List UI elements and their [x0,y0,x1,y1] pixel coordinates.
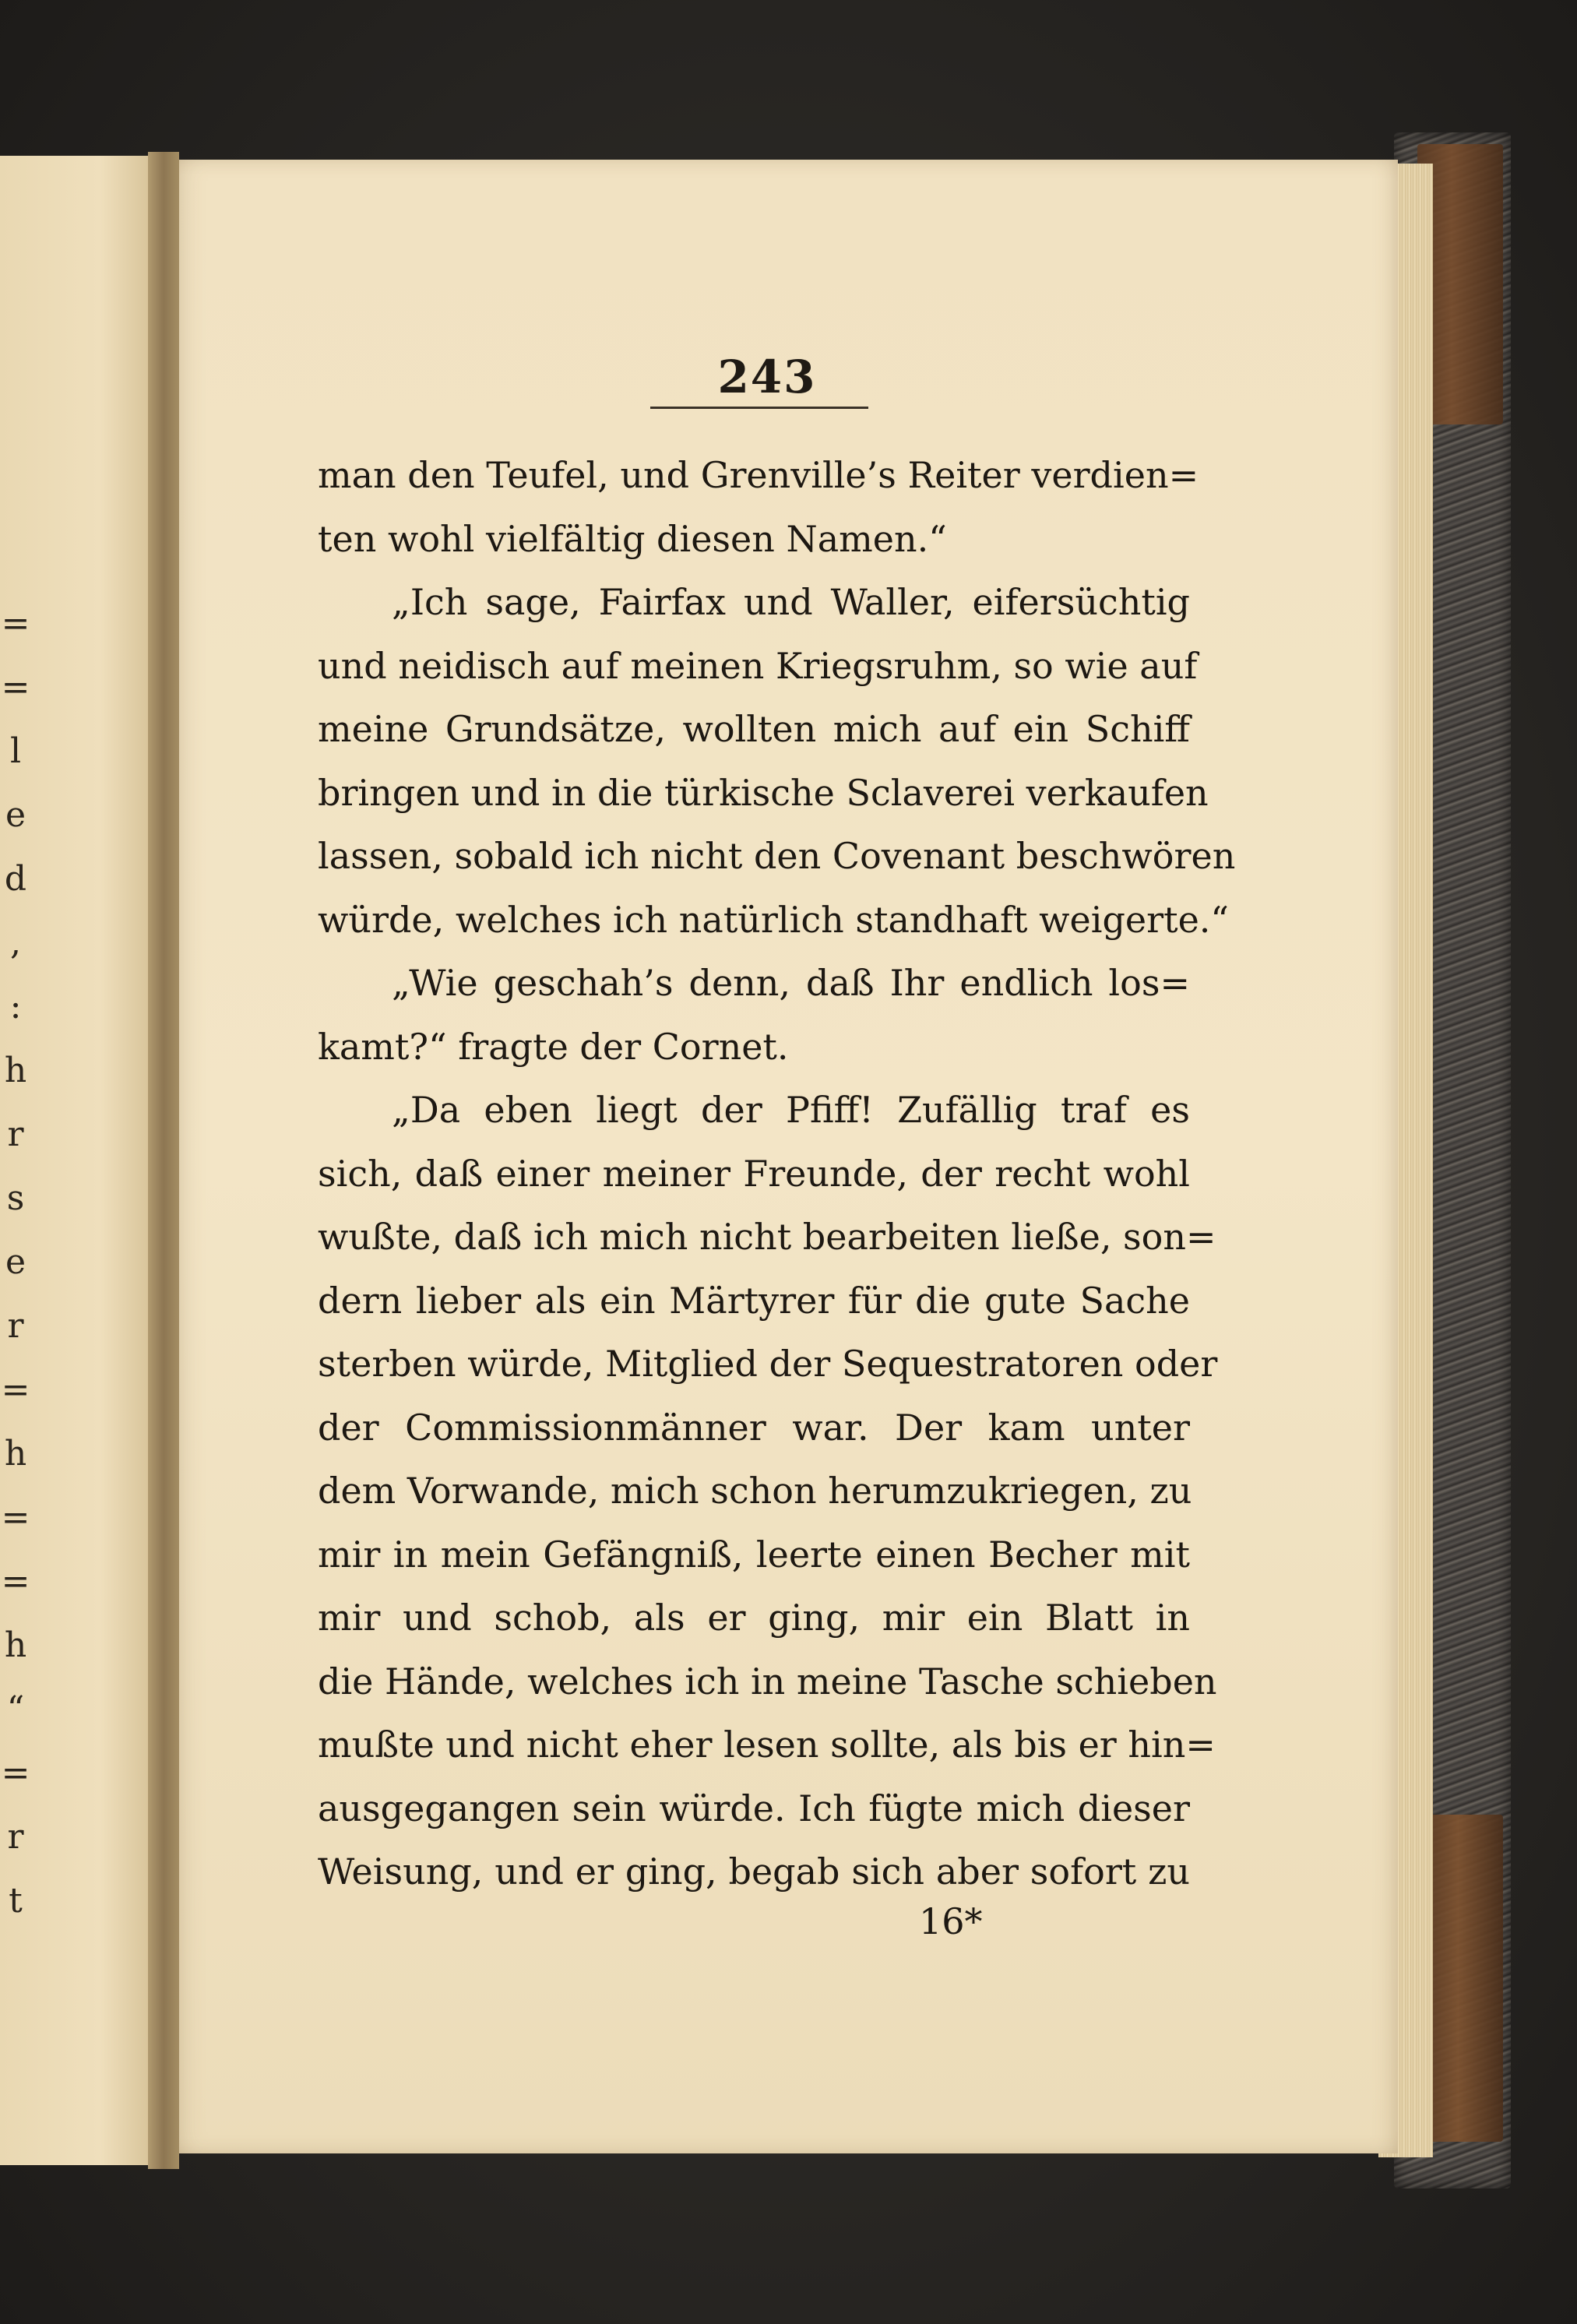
text-line: mir in mein Gefängniß, leerte einen Becher mit [318,1533,1190,1576]
previous-page-text-edge [0,592,31,1933]
margin-glyph: = [1,1562,30,1601]
text-line: dern lieber als ein Märtyrer für die gute Sache [318,1279,1190,1322]
margin-glyph: “ [6,1689,25,1729]
text-line: und neidisch auf meinen Kriegsruhm, so wie auf [318,644,1198,687]
margin-glyph: : [9,987,22,1026]
margin-glyph: = [1,1370,30,1410]
margin-glyph: e [5,795,26,835]
text-line: der Commissionmänner war. Der kam unter [318,1406,1190,1449]
text-line: sterben würde, Mitglied der Sequestratoren oder [318,1343,1218,1385]
printer-signature: 16* [919,1900,983,1942]
margin-glyph: = [1,604,30,643]
text-line: sich, daß einer meiner Freunde, der recht wohl [318,1152,1190,1195]
body-text [318,444,1236,1904]
text-line: man den Teufel, und Grenville’s Reiter verdien= [318,454,1199,496]
cover-leather-corner-bottom [1421,1815,1503,2142]
margin-glyph: t [9,1881,23,1921]
text-line: würde, welches ich natürlich standhaft weigerte.“ [318,898,1229,941]
margin-glyph: h [4,1434,27,1474]
text-line: „Da eben liegt der Pfiff! Zufällig traf es [392,1089,1190,1131]
margin-glyph: s [6,1178,25,1218]
previous-page [0,156,167,2165]
margin-glyph: = [1,1498,30,1537]
text-line: dem Vorwande, mich schon herumzukriegen, zu [318,1470,1192,1512]
header-rule [650,407,868,409]
margin-glyph: , [10,923,21,963]
text-line: „Wie geschah’s denn, daß Ihr endlich los= [392,962,1190,1004]
book-gutter [148,152,179,2169]
margin-glyph: r [7,1817,24,1857]
text-line: die Hände, welches ich in meine Tasche schieben [318,1660,1217,1703]
text-line: meine Grundsätze, wollten mich auf ein Schiff [318,708,1190,750]
text-line: mußte und nicht eher lesen sollte, als bis er hin= [318,1724,1216,1766]
text-line: mir und schob, als er ging, mir ein Blatt in [318,1597,1190,1639]
text-line: Weisung, und er ging, begab sich aber sofort zu [318,1850,1190,1893]
text-line: ten wohl vielfältig diesen Namen.“ [318,517,947,560]
text-line: bringen und in die türkische Sclaverei verkaufen [318,771,1209,814]
text-line: ausgegangen sein würde. Ich fügte mich dieser [318,1787,1190,1829]
text-line: kamt?“ fragte der Cornet. [318,1025,789,1068]
margin-glyph: e [5,1242,26,1282]
margin-glyph: d [4,859,27,899]
margin-glyph: r [7,1306,24,1346]
margin-glyph: h [4,1051,27,1090]
margin-glyph: = [1,667,30,707]
text-line: wußte, daß ich mich nicht bearbeiten ließe, son= [318,1216,1216,1258]
margin-glyph: r [7,1114,24,1154]
text-line: lassen, sobald ich nicht den Covenant beschwören [318,835,1236,877]
margin-glyph: l [9,731,22,771]
text-line: „Ich sage, Fairfax und Waller, eifersüchtig [392,581,1190,623]
margin-glyph: = [1,1753,30,1793]
margin-glyph: h [4,1625,27,1665]
page-number: 243 [717,350,817,403]
